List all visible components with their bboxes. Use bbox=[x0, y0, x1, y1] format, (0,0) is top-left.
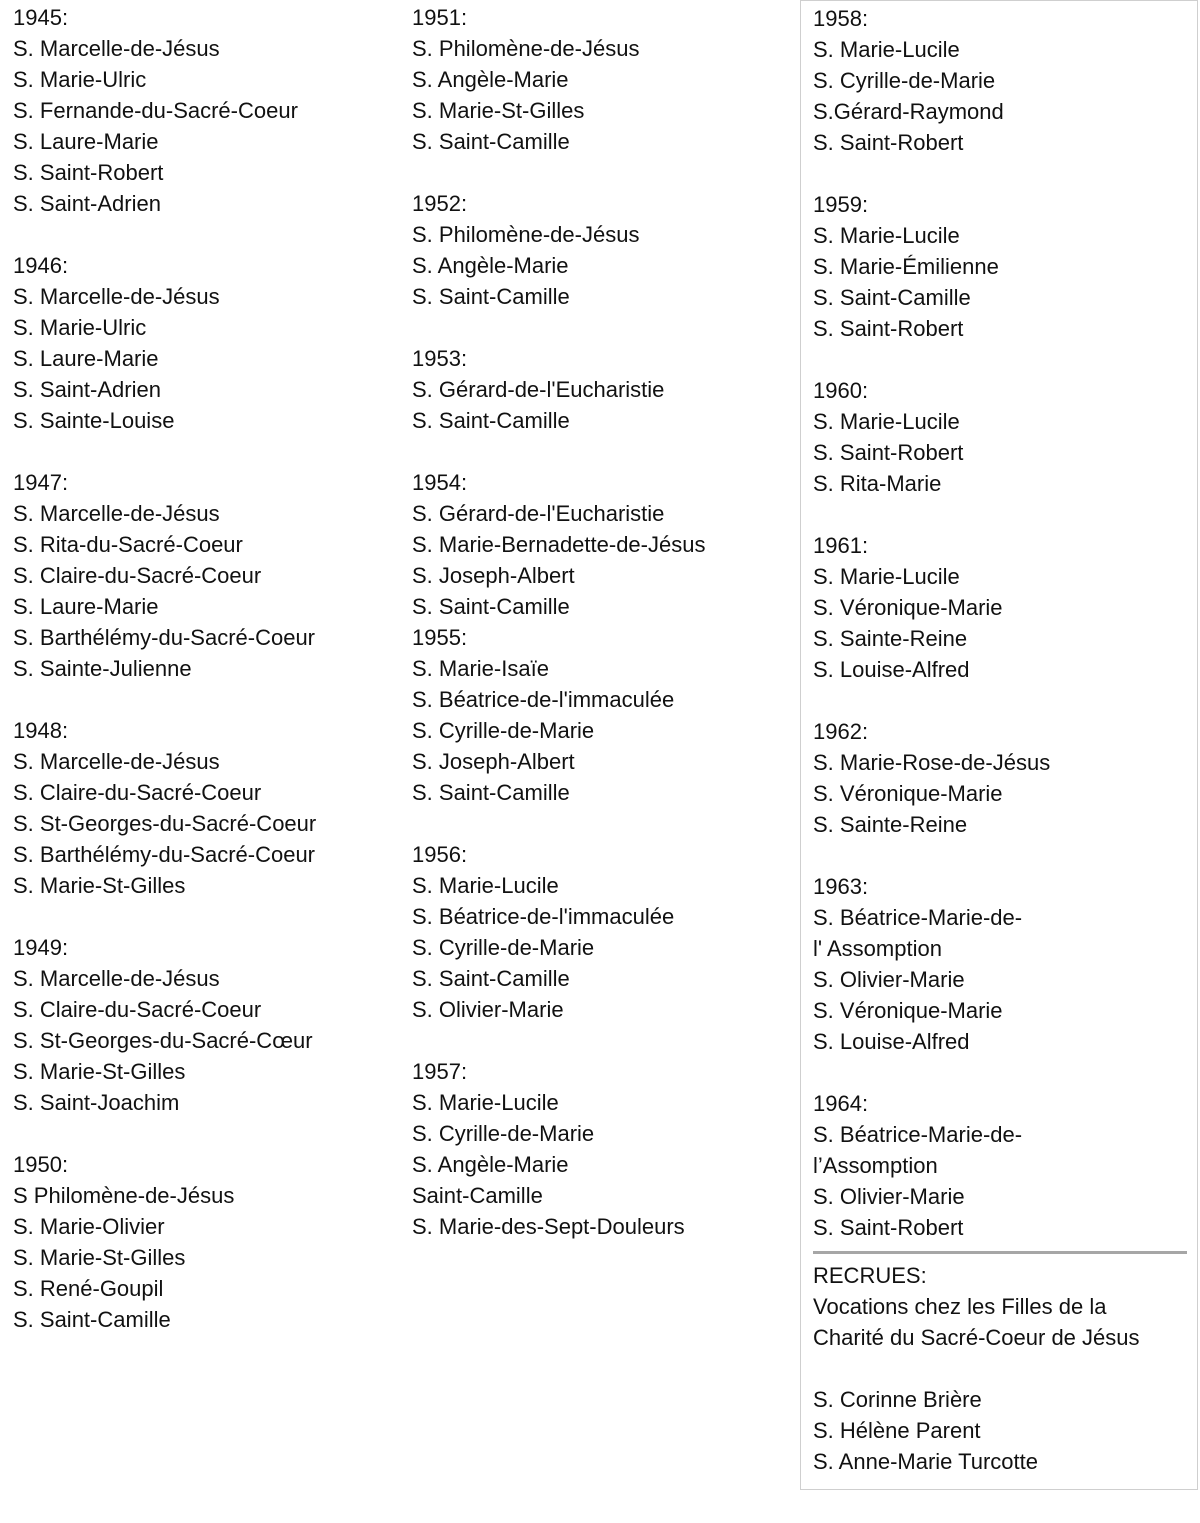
sister-name: S. Saint-Robert bbox=[813, 440, 964, 465]
year-heading: 1956: bbox=[412, 842, 468, 867]
sister-name: S. Marie-Lucile bbox=[412, 1090, 559, 1115]
sister-name: S. Sainte-Julienne bbox=[13, 656, 192, 681]
recrues-description-line-2: Charité du Sacré-Coeur de Jésus bbox=[813, 1325, 1140, 1350]
sister-name: S. Véronique-Marie bbox=[813, 998, 1003, 1023]
column-1951-1957 bbox=[412, 2, 797, 1242]
year-group bbox=[412, 839, 797, 1025]
sister-name: l’Assomption bbox=[813, 1153, 938, 1178]
sister-name: S. Marie-Émilienne bbox=[813, 254, 999, 279]
sister-name: S. St-Georges-du-Sacré-Coeur bbox=[13, 811, 317, 836]
sister-name: S. Angèle-Marie bbox=[412, 1152, 569, 1177]
sister-name: S. Marie-Ulric bbox=[13, 67, 147, 92]
group-spacer bbox=[813, 685, 1187, 716]
year-group bbox=[412, 1056, 797, 1242]
sister-name: S. Saint-Camille bbox=[412, 408, 570, 433]
group-spacer bbox=[412, 808, 797, 839]
year-heading: 1953: bbox=[412, 346, 468, 371]
sister-name: S. Saint-Robert bbox=[813, 1215, 964, 1240]
sister-name: S. Saint-Camille bbox=[412, 284, 570, 309]
year-group bbox=[13, 1149, 393, 1335]
sister-name: S. Marie-Olivier bbox=[13, 1214, 165, 1239]
year-heading: 1964: bbox=[813, 1091, 869, 1116]
year-group bbox=[813, 1088, 1187, 1243]
year-heading: 1949: bbox=[13, 935, 69, 960]
sister-name: S. Philomène-de-Jésus bbox=[412, 222, 640, 247]
sister-name: S. René-Goupil bbox=[13, 1276, 164, 1301]
sister-name: S. Marcelle-de-Jésus bbox=[13, 36, 220, 61]
group-spacer bbox=[412, 157, 797, 188]
year-group bbox=[13, 715, 393, 901]
sister-name: S. Saint-Joachim bbox=[13, 1090, 180, 1115]
sister-name: S. Sainte-Reine bbox=[813, 812, 968, 837]
sister-name: S. Saint-Camille bbox=[412, 129, 570, 154]
recrue-name: S. Anne-Marie Turcotte bbox=[813, 1449, 1038, 1474]
year-group bbox=[412, 343, 797, 436]
sister-name: S. Béatrice-de-l'immaculée bbox=[412, 687, 675, 712]
year-group bbox=[412, 467, 797, 622]
year-group bbox=[13, 2, 393, 219]
sister-name: S. Marie-St-Gilles bbox=[13, 873, 186, 898]
recrues-section bbox=[813, 1260, 1187, 1477]
year-group bbox=[13, 467, 393, 684]
group-spacer bbox=[13, 1118, 393, 1149]
sister-name: S. Joseph-Albert bbox=[412, 563, 575, 588]
sister-name: S. Cyrille-de-Marie bbox=[412, 718, 595, 743]
sister-name: S. Claire-du-Sacré-Coeur bbox=[13, 780, 262, 805]
sister-name: S. Barthélémy-du-Sacré-Coeur bbox=[13, 625, 316, 650]
sister-name: S. Marie-Bernadette-de-Jésus bbox=[412, 532, 706, 557]
sister-name: S.Gérard-Raymond bbox=[813, 99, 1004, 124]
year-heading: 1961: bbox=[813, 533, 869, 558]
sister-name: S. Saint-Robert bbox=[813, 316, 964, 341]
section-divider bbox=[813, 1251, 1187, 1254]
year-heading: 1959: bbox=[813, 192, 869, 217]
sister-name: S. Marie-St-Gilles bbox=[13, 1245, 186, 1270]
sister-name: S. Philomène-de-Jésus bbox=[412, 36, 640, 61]
sister-name: S. Saint-Robert bbox=[813, 130, 964, 155]
year-heading: 1947: bbox=[13, 470, 69, 495]
sister-name: S. Louise-Alfred bbox=[813, 1029, 970, 1054]
year-heading: 1955: bbox=[412, 625, 468, 650]
sister-name: S. Marie-Rose-de-Jésus bbox=[813, 750, 1051, 775]
group-spacer bbox=[813, 499, 1187, 530]
sister-name: S. St-Georges-du-Sacré-Cœur bbox=[13, 1028, 313, 1053]
group-spacer bbox=[13, 436, 393, 467]
year-heading: 1963: bbox=[813, 874, 869, 899]
sister-name: S. Laure-Marie bbox=[13, 129, 159, 154]
group-spacer bbox=[412, 436, 797, 467]
year-group bbox=[813, 716, 1187, 840]
sister-name: S. Marcelle-de-Jésus bbox=[13, 501, 220, 526]
sister-name: l' Assomption bbox=[813, 936, 942, 961]
sister-name: S. Saint-Camille bbox=[813, 285, 971, 310]
sister-name: S. Marie-Lucile bbox=[412, 873, 559, 898]
sister-name: S. Olivier-Marie bbox=[813, 1184, 965, 1209]
year-heading: 1950: bbox=[13, 1152, 69, 1177]
group-spacer bbox=[13, 219, 393, 250]
sister-name: S. Saint-Robert bbox=[13, 160, 164, 185]
group-spacer bbox=[412, 1025, 797, 1056]
group-spacer bbox=[813, 1057, 1187, 1088]
sister-name: S. Saint-Camille bbox=[412, 966, 570, 991]
column-1958-1964 bbox=[800, 0, 1198, 1490]
sister-name: S. Marie-des-Sept-Douleurs bbox=[412, 1214, 685, 1239]
year-group bbox=[813, 530, 1187, 685]
year-groups-1958-1964 bbox=[813, 3, 1187, 1243]
sister-name: S. Angèle-Marie bbox=[412, 253, 569, 278]
sister-name: S. Véronique-Marie bbox=[813, 781, 1003, 806]
group-spacer bbox=[813, 840, 1187, 871]
sister-name: S. Sainte-Reine bbox=[813, 626, 968, 651]
sister-name: S. Cyrille-de-Marie bbox=[412, 1121, 595, 1146]
recrues-description-line-1: Vocations chez les Filles de la bbox=[813, 1294, 1107, 1319]
sister-name: S Philomène-de-Jésus bbox=[13, 1183, 235, 1208]
sister-name: S. Cyrille-de-Marie bbox=[412, 935, 595, 960]
recrue-name: S. Corinne Brière bbox=[813, 1387, 982, 1412]
sister-name: S. Marie-St-Gilles bbox=[13, 1059, 186, 1084]
sister-name: S. Béatrice-Marie-de- bbox=[813, 1122, 1023, 1147]
sister-name: S. Marie-Isaïe bbox=[412, 656, 549, 681]
sister-name: S. Saint-Camille bbox=[13, 1307, 171, 1332]
sister-name: S. Fernande-du-Sacré-Coeur bbox=[13, 98, 298, 123]
year-heading: 1948: bbox=[13, 718, 69, 743]
year-heading: 1957: bbox=[412, 1059, 468, 1084]
sister-name: S. Marie-Lucile bbox=[813, 409, 960, 434]
year-group bbox=[13, 932, 393, 1118]
sister-name: Saint-Camille bbox=[412, 1183, 543, 1208]
recrues-heading: RECRUES: bbox=[813, 1263, 927, 1288]
year-group bbox=[412, 188, 797, 312]
recrue-name: S. Hélène Parent bbox=[813, 1418, 981, 1443]
year-heading: 1958: bbox=[813, 6, 869, 31]
sister-name: S. Olivier-Marie bbox=[412, 997, 564, 1022]
sister-name: S. Saint-Camille bbox=[412, 780, 570, 805]
sister-name: S. Gérard-de-l'Eucharistie bbox=[412, 501, 665, 526]
sister-name: S. Marie-St-Gilles bbox=[412, 98, 585, 123]
sister-name: S. Marie-Lucile bbox=[813, 564, 960, 589]
group-spacer bbox=[412, 312, 797, 343]
sister-name: S. Joseph-Albert bbox=[412, 749, 575, 774]
sister-name: S. Marie-Ulric bbox=[13, 315, 147, 340]
year-heading: 1946: bbox=[13, 253, 69, 278]
sister-name: S. Saint-Adrien bbox=[13, 191, 161, 216]
year-group bbox=[13, 250, 393, 436]
sister-name: S. Angèle-Marie bbox=[412, 67, 569, 92]
sister-name: S. Marcelle-de-Jésus bbox=[13, 284, 220, 309]
sister-name: S. Claire-du-Sacré-Coeur bbox=[13, 997, 262, 1022]
year-heading: 1945: bbox=[13, 5, 69, 30]
sister-name: S. Cyrille-de-Marie bbox=[813, 68, 996, 93]
sister-name: S. Saint-Adrien bbox=[13, 377, 161, 402]
year-group bbox=[813, 3, 1187, 158]
sister-name: S. Sainte-Louise bbox=[13, 408, 175, 433]
sister-name: S. Béatrice-Marie-de- bbox=[813, 905, 1023, 930]
year-heading: 1960: bbox=[813, 378, 869, 403]
year-group bbox=[813, 189, 1187, 344]
sister-name: S. Saint-Camille bbox=[412, 594, 570, 619]
year-group bbox=[412, 622, 797, 808]
sister-name: S. Rita-Marie bbox=[813, 471, 942, 496]
sister-name: S. Barthélémy-du-Sacré-Coeur bbox=[13, 842, 316, 867]
sister-name: S. Marie-Lucile bbox=[813, 223, 960, 248]
group-spacer bbox=[13, 684, 393, 715]
spacer bbox=[813, 1353, 1187, 1384]
column-1945-1950 bbox=[13, 2, 393, 1335]
sister-name: S. Véronique-Marie bbox=[813, 595, 1003, 620]
sister-name: S. Marcelle-de-Jésus bbox=[13, 966, 220, 991]
sister-name: S. Gérard-de-l'Eucharistie bbox=[412, 377, 665, 402]
sister-name: S. Claire-du-Sacré-Coeur bbox=[13, 563, 262, 588]
sister-name: S. Olivier-Marie bbox=[813, 967, 965, 992]
year-heading: 1954: bbox=[412, 470, 468, 495]
sister-name: S. Béatrice-de-l'immaculée bbox=[412, 904, 675, 929]
year-heading: 1962: bbox=[813, 719, 869, 744]
group-spacer bbox=[813, 344, 1187, 375]
year-group bbox=[813, 871, 1187, 1057]
year-heading: 1951: bbox=[412, 5, 468, 30]
sister-name: S. Rita-du-Sacré-Coeur bbox=[13, 532, 243, 557]
sister-name: S. Louise-Alfred bbox=[813, 657, 970, 682]
year-group bbox=[412, 2, 797, 157]
group-spacer bbox=[13, 901, 393, 932]
sister-name: S. Laure-Marie bbox=[13, 594, 159, 619]
year-group bbox=[813, 375, 1187, 499]
sister-name: S. Laure-Marie bbox=[13, 346, 159, 371]
group-spacer bbox=[813, 158, 1187, 189]
sister-name: S. Marie-Lucile bbox=[813, 37, 960, 62]
sister-name: S. Marcelle-de-Jésus bbox=[13, 749, 220, 774]
year-heading: 1952: bbox=[412, 191, 468, 216]
